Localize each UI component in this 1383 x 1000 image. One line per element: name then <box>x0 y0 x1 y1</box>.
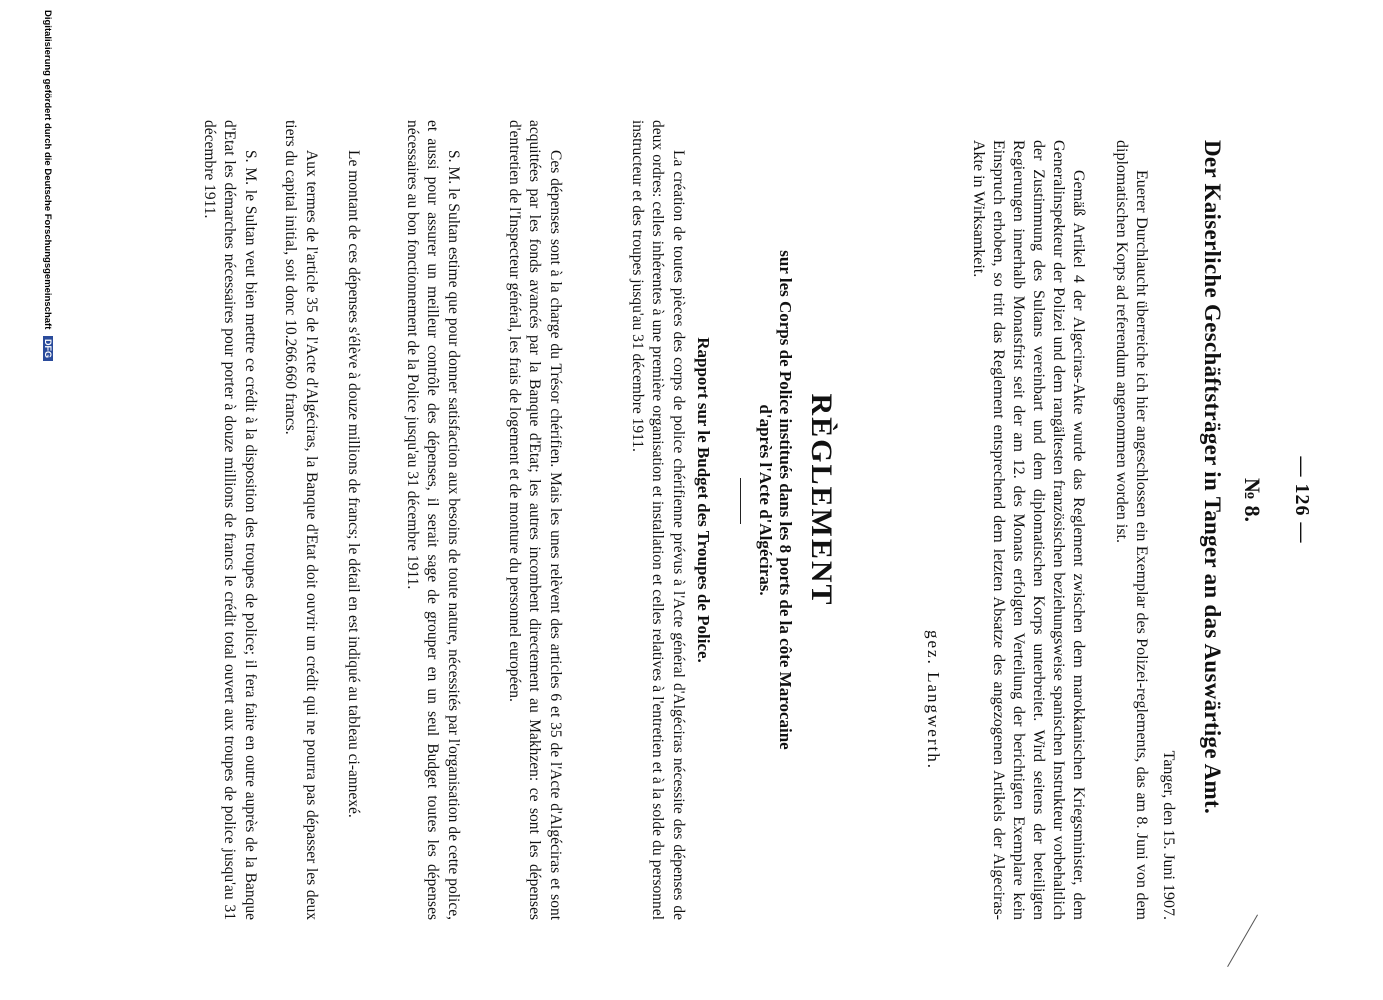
french-paragraph-3: S. M. le Sultan estime que pour donner satisfaction aux besoins de toute nature, nécessités par l'organisation de cette police, et aussi pour assurer un meilleur contrôle des dépenses, il serait sage de grouper en un seul Budget toutes les dépenses nécessaires au bon fonctionnement de la Police jusqu'au 31 décembre 1911. <box>404 120 462 920</box>
dfg-logo: DFG <box>43 336 53 361</box>
reglement-title: RÈGLEMENT <box>805 393 838 607</box>
german-paragraph-2: Gemäß Artikel 4 der Algeciras-Akte wurde das Reglement zwischen dem marokkanischen Kriegsminister, dem Generalinspekteur der Polizei und dem rangältesten französischen beziehungsweise spanischen Instrukteur vorbehaltlich der Zustimmung des Sultans vereinbart und dem diplomatischen Korps unterbreitet. Wird seitens der beteiligten Regierungen innerhalb Monatsfrist seit der am 12. des Monats erfolgten Verteilung der berichtigten Exemplare kein Einspruch erhoben, so tritt das Reglement entsprechend dem letzten Absatze des angezogenen Artikels der Algeciras-Akte in Wirksamkeit. <box>970 140 1087 920</box>
french-paragraph-2: Ces dépenses sont à la charge du Trésor chérifien. Mais les unes relèvent des articles 6 et 35 de l'Acte d'Algéciras et sont acquittées par les fonds avancés par la Banque d'Etat; les autres incombent directement au Makhzen: ce sont les dépenses d'entretien de l'Inspecteur général, les frais de logement et de monture du personnel européen. <box>506 120 564 920</box>
report-title: Rapport sur le Budget des Troupes de Police. <box>694 337 713 663</box>
signature: gez. Langwerth. <box>924 630 943 770</box>
french-paragraph-1: La création de toutes pièces des corps de police chérifienne prévus à l'Acte général d'Algéciras nécessite des dépenses de deux ordres: celles inhérentes à une première organisation et installation et celles relatives à l'entretien et à la solde du personnel instructeur et des troupes jusqu'au 31 décembre 1911. <box>629 120 687 920</box>
digitization-credit-text: Digitalisierung gefördert durch die Deutsche Forschungsgemeinschaft <box>42 10 53 330</box>
french-paragraph-6: S. M. le Sultan veut bien mettre ce crédit à la disposition des troupes de police; il fera faire en outre auprès de la Banque d'Etat les démarches nécessaires pour porter à douze millions de francs le crédit total ouvert aux troupes de police jusqu'au 31 décembre 1911. <box>201 120 259 920</box>
page-number: — 126 — <box>1291 456 1313 544</box>
reglement-subtitle-line-1: sur les Corps de Police institués dans les 8 ports de la côte Marocaine <box>776 250 795 750</box>
german-paragraph-1: Euerer Durchlaucht überreiche ich hier angeschlossen ein Exemplar des Polizei-reglements, das am 8. Juni von dem diplomatischen Korps ad referendum angenommen worden ist. <box>1113 140 1150 920</box>
addressee-heading: Der Kaiserliche Geschäftsträger in Tanger an das Auswärtige Amt. <box>1200 140 1225 815</box>
place-date: Tanger, den 15. Juni 1907. <box>1160 750 1177 920</box>
document-number: № 8. <box>1240 477 1265 523</box>
french-paragraph-4: Le montant de ces dépenses s'élève à douze millions de francs; le détail en est indiqué au tableau ci-annexé. <box>345 150 362 818</box>
digitization-credit <box>42 10 53 610</box>
reglement-subtitle-line-2: d'après l'Acte d'Algéciras. <box>756 404 775 596</box>
section-divider <box>740 478 741 524</box>
french-paragraph-5: Aux termes de l'article 35 de l'Acte d'Algéciras, la Banque d'Etat doit ouvrir un crédit qui ne pourra pas dépasser les deux tiers du capital initial, soit donc 10.266.660 francs. <box>282 120 320 920</box>
